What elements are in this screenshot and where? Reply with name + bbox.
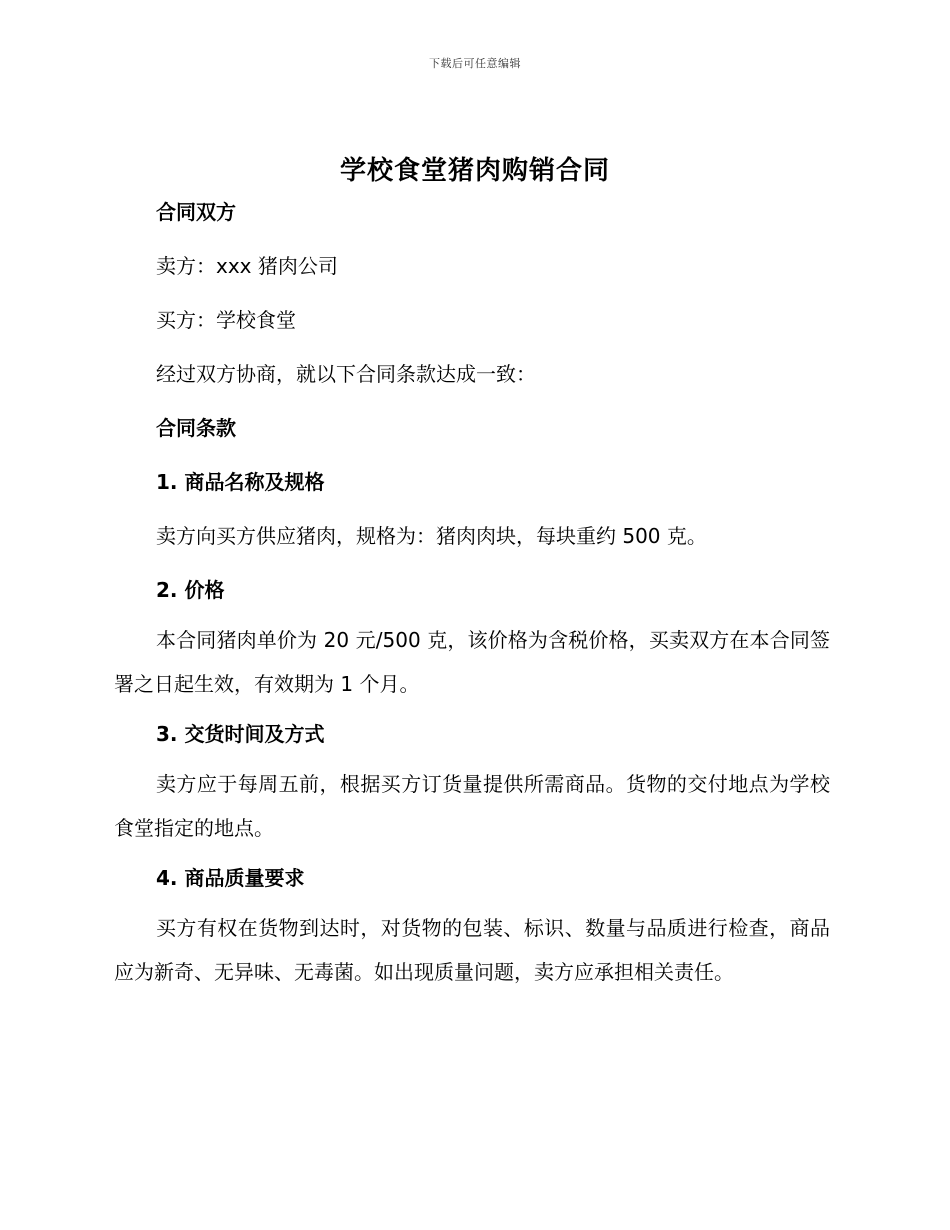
buyer-line: 买方：学校食堂	[156, 308, 296, 332]
seller-line: 卖方：xxx 猪肉公司	[156, 254, 338, 278]
parties-heading: 合同双方	[156, 200, 236, 224]
clause-2-text: 本合同猪肉单价为 20 元/500 克，该价格为含税价格，买卖双方在本合同签署之日起生效，有效期为 1 个月。	[114, 628, 830, 696]
header-note: 下载后可任意编辑	[429, 57, 521, 70]
clause-3-text: 卖方应于每周五前，根据买方订货量提供所需商品。货物的交付地点为学校食堂指定的地点。	[114, 772, 830, 840]
agreement-line: 经过双方协商，就以下合同条款达成一致：	[156, 362, 536, 386]
clause-4-text: 买方有权在货物到达时，对货物的包装、标识、数量与品质进行检查，商品应为新奇、无异味、无毒菌。如出现质量问题，卖方应承担相关责任。	[114, 916, 830, 984]
clause-2-heading: 2. 价格	[156, 578, 225, 602]
clause-4-heading: 4. 商品质量要求	[156, 866, 305, 890]
document-title: 学校食堂猪肉购销合同	[339, 156, 610, 186]
document-body	[114, 196, 830, 994]
clause-1-heading: 1. 商品名称及规格	[156, 470, 325, 494]
terms-heading: 合同条款	[156, 416, 236, 440]
clause-1-text: 卖方向买方供应猪肉，规格为：猪肉肉块，每块重约 500 克。	[156, 524, 707, 548]
clause-3-heading: 3. 交货时间及方式	[156, 722, 325, 746]
